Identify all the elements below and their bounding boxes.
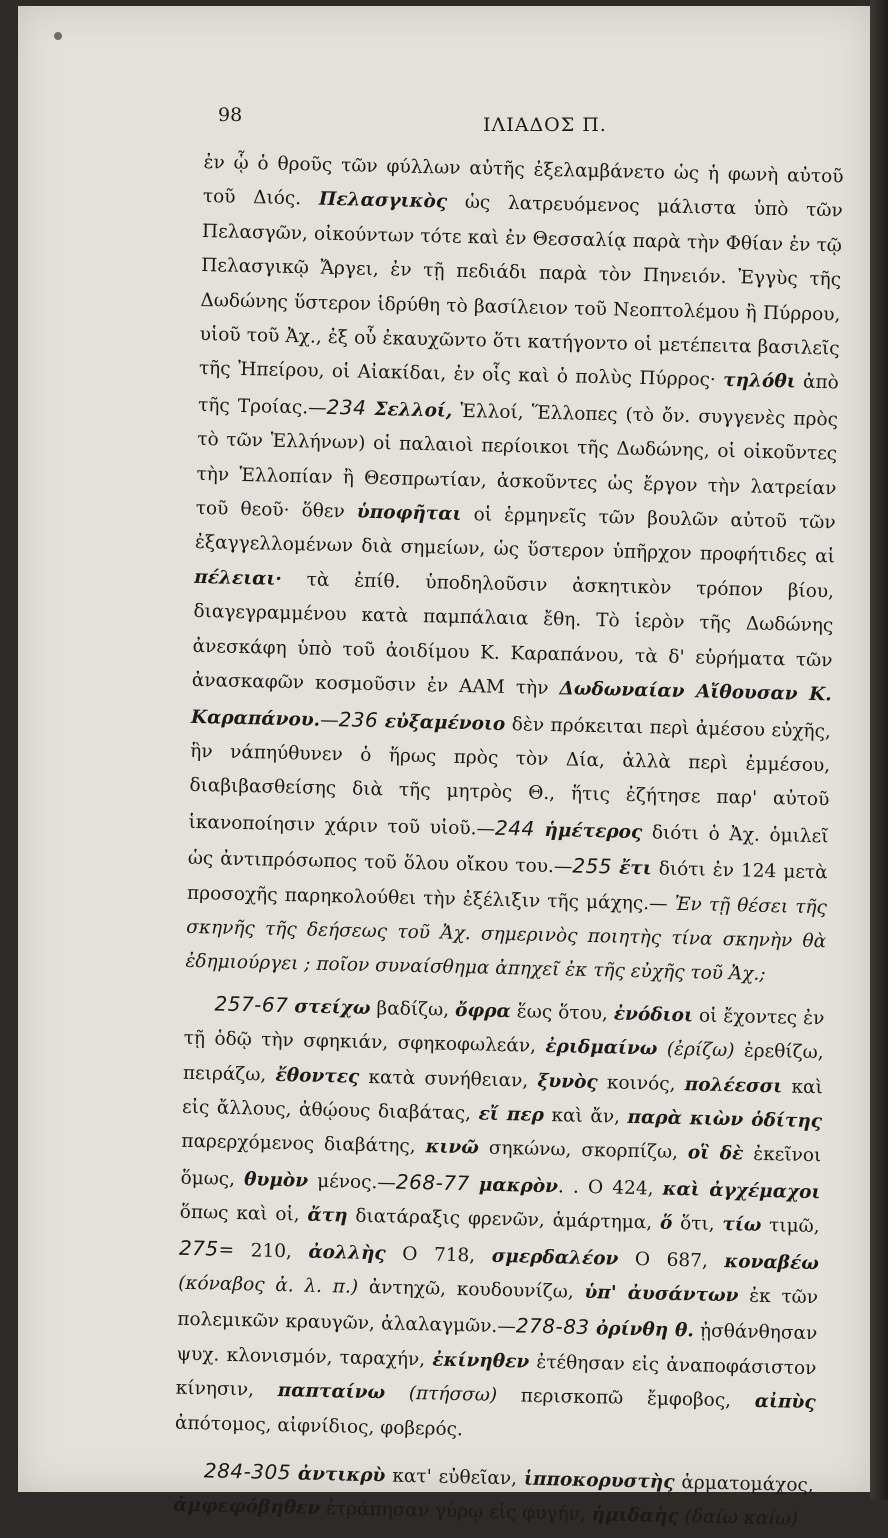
text: καὶ ἄν, (544, 1105, 628, 1128)
verse-number: 255 (572, 854, 612, 879)
lemma: ὑπ' ἀυσάντων (584, 1282, 738, 1306)
text: δὲν πρόκειται περὶ ἀμέσου εὐχῆς, ἣν νάπηύθυνεν ὁ ἥρως πρὸς τὸν Δία, ἀλλὰ περὶ ἐμμέσου, διαβιβασθείσης διὰ τῆς μητρὸς Θ., ἥτις ἐζήτησε παρ' αὐτοῦ ἱκανοποίησιν χάριν τοῦ υἱοῦ.— (188, 713, 831, 839)
lemma: κινῶ (425, 1137, 479, 1159)
text: οἱ ἔχοντες ἐν τῇ ὁδῷ τὴν σφηκιάν, σφηκοφωλεάν, (184, 1005, 825, 1057)
text: τὰ ἐπίθ. ὑποδηλοῦσιν ἀσκητικὸν τρόπον βίου, διαγεγραμμένου κατὰ παμπάλαια ἔθη. Τὸ ἱερὸν τῆς Δωδώνης ἀνεσκάφη ὑπὸ τοῦ ἀοιδίμου Κ. Καραπάνου, τὰ δ' εὑρήματα τῶν ἀνασκαφῶν κοσμοῦσιν ἐν ΑΑΜ τὴν (192, 569, 835, 700)
text: ἐρεθίζω, πειράζω, (183, 1040, 824, 1085)
lemma: ξυνὸς (537, 1070, 598, 1092)
paragraph-3 (173, 1453, 814, 1538)
gloss: (κόναβος ἀ. λ. π.) (178, 1273, 358, 1298)
lemma: ὀρίνθη θ. (596, 1319, 694, 1342)
text: Ο 718, (385, 1243, 492, 1266)
text: διατάραξις φρενῶν, ἁμάρτημα, (347, 1206, 660, 1234)
text: περισκοπῶ ἔμφοβος, (497, 1385, 755, 1412)
lemma: ἡμιδαὴς (591, 1505, 679, 1528)
verse-number: 284-305 (204, 1458, 292, 1484)
paragraph-1 (185, 146, 844, 994)
text: διότι ἐν 124 μετὰ προσοχῆς παρηκολούθει τὴν ἐξέλιξιν τῆς μάχης.— (187, 858, 828, 914)
text: ἁρματομάχος, (674, 1472, 814, 1496)
text: ὅτι, (672, 1213, 723, 1235)
verse-number: 268-77 (396, 1169, 470, 1195)
lemma: πέλειαι· (194, 567, 282, 590)
lemma: μακρὸν (479, 1174, 559, 1197)
text: ὅπως καὶ οἱ, (180, 1202, 308, 1226)
lemma: αἰπὺς (755, 1391, 816, 1413)
text: παρερχόμενος διαβάτης, (181, 1131, 426, 1158)
page-header (218, 104, 838, 134)
text: ἐν ᾧ ὁ θροῦς τῶν φύλλων αὐτῆς ἐξελαμβάνετο ὡς ἡ φωνὴ αὐτοῦ τοῦ Διός. (203, 152, 844, 210)
text: — (320, 709, 339, 730)
text: τιμῶ, (761, 1215, 820, 1237)
lemma: ἔτι (619, 858, 652, 880)
lemma: Πελασγικὸς (319, 189, 448, 213)
text: οἱ ἑρμηνεῖς τῶν βουλῶν αὐτοῦ τῶν ἐξαγγελλομένων διὰ σημείων, ὡς ὕστερον ὑπῆρχον προφήτιδες αἱ (195, 504, 836, 568)
running-title: ΙΛΙΑΔΟΣ Π. (483, 114, 607, 136)
verse-number: 236 (338, 707, 378, 732)
paragraph-2 (175, 986, 825, 1456)
gloss: (πτήσσω) (409, 1383, 498, 1406)
lemma: στείχω (294, 996, 371, 1019)
text: ἀπὸ τῆς Τροίας.— (198, 372, 839, 419)
commentary-text (173, 146, 844, 1538)
text: ἕως ὅτου, (511, 1001, 615, 1024)
lemma: ἐκίνηθεν (432, 1349, 529, 1372)
lemma: ἀμφεφόβηθεν (173, 1495, 320, 1519)
text: μένος.— (308, 1170, 396, 1193)
text: Ἑλλοί, Ἕλλοπες (τὸ ὄν. συγγενὲς πρὸς τὸ τῶν Ἑλλήνων) οἱ παλαιοὶ περίοικοι τῆς Δωδώνης, οἱ οἰκοῦντες τὴν Ἑλλοπίαν ἢ Θεσπρωτίαν, ἀσκοῦντες ὡς ἔργον τὴν λατρείαν τοῦ θεοῦ· ὅθεν (196, 401, 839, 523)
text: κατὰ συνήθειαν, (359, 1066, 538, 1091)
lemma: ὑποφῆται (357, 502, 462, 525)
text: βαδίζω, (370, 998, 455, 1021)
text: ἀπότομος, αἰφνίδιος, φοβερός. (175, 1412, 463, 1440)
lemma: ἄτη (307, 1205, 348, 1227)
lemma: ἐριδμαίνω (545, 1036, 657, 1060)
lemma: ὄφρα (455, 1000, 511, 1022)
verse-number: 278-83 (516, 1314, 590, 1340)
lemma: εἴ περ (478, 1103, 544, 1125)
text: Ο 687, (618, 1248, 725, 1271)
question: Ἐν τῇ θέσει τῆς σκηνῆς τῆς δεήσεως τοῦ Ἀχ. σημερινὸς ποιητὴς τίνα σκηνὴν θὰ ἐδημιούργει ; ποῖον συναίσθημα ἀπηχεῖ ἐκ τῆς εὐχῆς τοῦ Ἀχ.; (185, 893, 827, 985)
lemma: παρὰ κιὼν ὁδίτης (627, 1107, 822, 1132)
text: κατ' εὐθεῖαν, (385, 1465, 524, 1489)
lemma: ὅ (660, 1213, 673, 1234)
text: διότι ὁ Ἀχ. ὁμιλεῖ ὡς ἀντιπρόσωπος τοῦ ὅλου οἴκου του.— (188, 822, 829, 878)
verse-number: 234 (326, 395, 366, 420)
text: ὡς λατρευόμενος μάλιστα ὑπὸ τῶν Πελασγῶν, οἰκούντων τότε καὶ ἐν Θεσσαλίᾳ παρὰ τὴν Φθίαν ἐν τῷ Πελασγικῷ Ἄργει, ἐν τῇ πεδιάδι παρὰ τὸν Πηνειόν. Ἐγγὺς τῆς Δωδώνης ὕστερον ἱδρύθη τὸ βασίλειον τοῦ Νεοπτολέμου ἢ Πύρρου, υἱοῦ τοῦ Ἀχ., ἐξ οὗ ἐκαυχῶντο ὅτι κατήγοντο οἱ μετέπειτα βασιλεῖς τῆς Ἠπείρου, οἱ Αἰακίδαι, ἐν οἷς καὶ ὁ πολὺς Πύρρος· (199, 192, 843, 391)
text: καὶ εἰς ἄλλους, ἀθῴους διαβάτας, (182, 1076, 823, 1125)
text: ἐτράπησαν γύρῳ εἰς φυγήν, (320, 1498, 592, 1525)
lemma: Σελλοί, (374, 399, 452, 422)
text: ᾐσθάνθησαν ψυχ. κλονισμόν, ταραχήν, (176, 1321, 817, 1370)
text: ἐτέθησαν εἰς ἀναποφάσιστον κίνησιν, (176, 1352, 817, 1402)
text: . . Ο 424, (558, 1176, 663, 1199)
text: = 210, (218, 1239, 308, 1262)
verse-number: 244 (495, 816, 535, 841)
lemma: Δωδωναίαν Αἴθουσαν Κ. Καραπάνου. (191, 678, 832, 730)
lemma: ἔθοντες (275, 1064, 359, 1087)
text: ἐκ τῶν πολεμικῶν κραυγῶν, ἀλαλαγμῶν.— (177, 1285, 818, 1337)
lemma: καὶ ἀγχέμαχοι (662, 1178, 820, 1203)
scan-edge (870, 0, 888, 1500)
lemma: εὐξαμένοιο (385, 711, 506, 735)
text: ἀντηχῶ, κουδουνίζω, (358, 1277, 585, 1303)
lemma: σμερδαλέον (491, 1245, 618, 1269)
lemma: οἳ δὲ (688, 1143, 744, 1165)
book-page (18, 6, 870, 1492)
lemma: θυμὸν (244, 1169, 308, 1191)
lemma: τίω (722, 1214, 761, 1236)
binding-hole (54, 32, 62, 40)
lemma: κοναβέω (724, 1251, 819, 1274)
text (534, 819, 544, 840)
lemma: πολέεσσι (684, 1074, 782, 1097)
text (385, 1383, 409, 1405)
lemma: παπταίνω (277, 1380, 385, 1403)
verse-number: 275 (179, 1235, 219, 1260)
verse-number: 257-67 (214, 991, 288, 1017)
text: σηκώνω, σκορπίζω, (479, 1138, 689, 1164)
lemma: ἀντικρὺ (298, 1464, 386, 1487)
lemma: τηλόθι (723, 370, 796, 393)
gloss: (δαίω καίω) (684, 1507, 798, 1531)
gloss: (ἐρίζω) (667, 1039, 735, 1062)
page-number: 98 (218, 104, 242, 126)
lemma: ἐνόδιοι (614, 1003, 693, 1026)
lemma: ἡμέτερος (544, 820, 642, 843)
text: κοινός, (597, 1072, 685, 1095)
lemma: ἱπποκορυστὴς (524, 1469, 675, 1493)
text: ἐκεῖνοι ὅμως, (180, 1144, 821, 1190)
lemma: ἀολλὴς (308, 1241, 386, 1264)
